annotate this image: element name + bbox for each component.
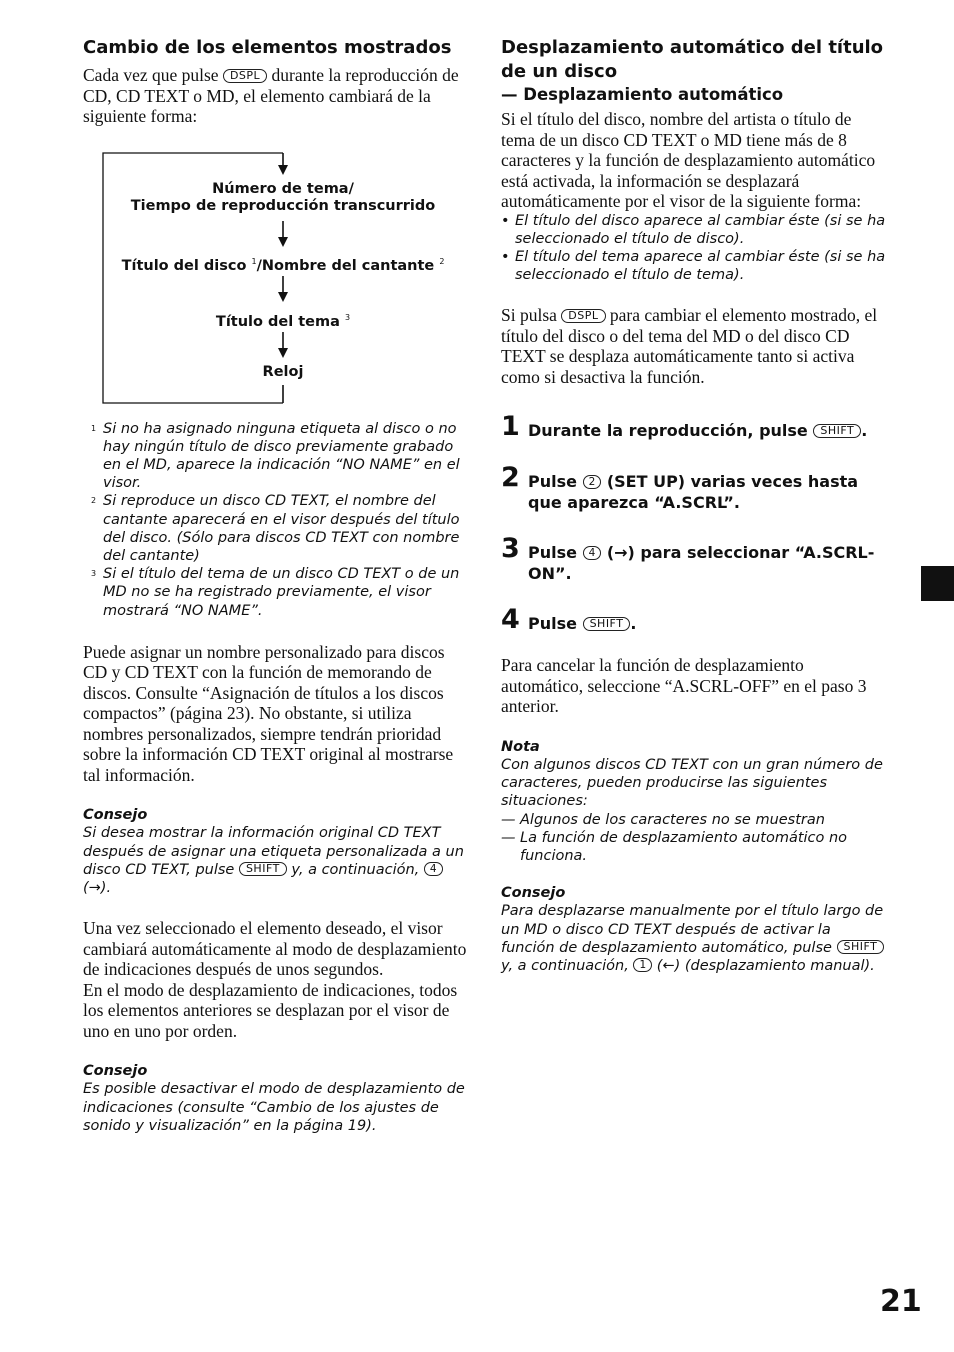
step-4: [501, 604, 886, 636]
shift-key-icon: SHIFT: [583, 617, 631, 631]
shift-key-icon: SHIFT: [837, 940, 885, 954]
section-heading-display-items: Cambio de los elementos mostrados: [83, 37, 452, 58]
button-1-icon: 1: [633, 958, 652, 972]
section-heading-auto-scroll: Desplazamiento automático del título de un disco: [501, 37, 884, 82]
auto-scroll-intro: Si el título del disco, nombre del artista o título de tema de un disco CD TEXT o MD tiene más de 8 caracteres y la función de desplazamiento automático está activada, la información se desplazará automáticamente por el visor de la siguiente forma:: [501, 109, 876, 211]
note-box: [501, 738, 886, 865]
note-heading: Nota: [501, 738, 540, 755]
tip-1-mid: y, a continuación,: [291, 861, 420, 878]
step-number: 4: [501, 604, 520, 636]
note-item: — La función de desplazamiento automático no funciona.: [501, 829, 848, 865]
tip-3-heading: Consejo: [501, 885, 566, 902]
step-text: [528, 542, 886, 584]
dspl-key-icon: DSPL: [561, 309, 605, 323]
button-4-icon: 4: [583, 546, 602, 560]
diagram-item-track: [83, 181, 483, 215]
tip-2-heading: Consejo: [83, 1063, 148, 1080]
dspl-key-icon: DSPL: [223, 69, 267, 83]
step-number: 3: [501, 533, 520, 565]
tip-1-post: (→).: [83, 880, 112, 897]
diagram-artist-text: /Nombre del cantante: [256, 257, 435, 274]
step-4-text: Pulse: [528, 614, 577, 634]
step-number: 1: [501, 411, 520, 443]
footnote-mark: 3: [91, 569, 97, 579]
tip-1-text: [83, 824, 468, 897]
diagram-track-title-text: Título del tema: [215, 313, 340, 330]
step-1-post: .: [861, 421, 868, 441]
tip-1-heading: Consejo: [83, 807, 148, 824]
note-item-text: La función de desplazamiento automático no funciona.: [520, 829, 848, 865]
step-text: [528, 471, 886, 513]
step-2-post: (SET UP) varias veces hasta que aparezca “A.SCRL”.: [528, 472, 859, 513]
intro-paragraph: [83, 65, 468, 127]
diagram-item-track-line2: Tiempo de reproducción transcurrido: [130, 197, 436, 214]
tip-3-pre: Para desplazarse manualmente por el título largo de un MD o disco CD TEXT después de activar la función de desplazamiento automático, pulse: [501, 903, 884, 956]
cancel-paragraph: Para cancelar la función de desplazamiento automático, seleccione “A.SCRL-OFF” en el paso 3 anterior.: [501, 655, 867, 717]
page-number: 21: [880, 1284, 922, 1319]
diagram-item-track-line1: Número de tema/: [212, 180, 354, 197]
shift-key-icon: SHIFT: [813, 424, 861, 438]
tip-box-2: [83, 1062, 468, 1135]
custom-name-paragraph: Puede asignar un nombre personalizado para discos CD y CD TEXT con la función de memorando de discos. Consulte “Asignación de títulos a los discos compactos” (página 23). No obstante, si utiliza nombres personalizados, siempre tendrán prioridad sobre la información CD TEXT original al mostrarse tal información.: [83, 641, 454, 785]
footnote-1: [83, 420, 468, 493]
tip-box-1: [83, 806, 468, 897]
intro-text-post: durante la reproducción de CD, CD TEXT o MD, el elemento cambiará de la siguiente forma:: [83, 65, 459, 126]
footnotes: [83, 420, 468, 620]
footnote-3: [83, 565, 468, 620]
footnote-ref-2: 2: [439, 256, 445, 266]
section-tab-marker: [921, 566, 954, 601]
diagram-item-disc-title: [83, 253, 483, 275]
display-cycle-diagram: [83, 145, 461, 395]
footnote-text: Si no ha asignado ninguna etiqueta al disco o no hay ningún título de disco previamente grabado en el MD, aparece la indicación “NO NAME” en el visor.: [103, 420, 460, 492]
footnote-2: [83, 492, 468, 565]
bullet-text: El título del disco aparece al cambiar éste (si se ha seleccionado el título de disco).: [515, 212, 886, 247]
note-text: Con algunos discos CD TEXT con un gran número de caracteres, pueden producirse las siguientes situaciones:: [501, 757, 883, 810]
note-item: — Algunos de los caracteres no se muestran: [501, 811, 825, 828]
step-4-post: .: [630, 614, 637, 634]
step-3-text: Pulse: [528, 543, 577, 563]
left-column: [83, 36, 468, 1135]
diagram-item-track-title: [83, 309, 483, 331]
dspl-paragraph-pre: Si pulsa: [501, 305, 557, 326]
section-subheading: — Desplazamiento automático: [501, 85, 784, 104]
step-2: [501, 462, 886, 513]
button-4-icon: 4: [424, 862, 443, 876]
right-column: [501, 36, 886, 975]
footnote-ref-3: 3: [344, 312, 351, 322]
diagram-item-clock: Reloj: [262, 363, 304, 380]
step-1-text: Durante la reproducción, pulse: [528, 421, 808, 441]
note-item-text: Algunos de los caracteres no se muestran: [520, 811, 825, 828]
tip-2-text: Es posible desactivar el modo de desplazamiento de indicaciones (consulte “Cambio de los ajustes de sonido y visualización” en la página 19).: [83, 1081, 465, 1134]
scroll-mode-paragraph: En el modo de desplazamiento de indicaciones, todos los elementos anteriores se desplazan por el visor de uno en uno por orden.: [83, 979, 458, 1041]
shift-key-icon: SHIFT: [239, 862, 287, 876]
step-3: [501, 533, 886, 584]
footnote-text: Si el título del tema de un disco CD TEXT o de un MD no se ha registrado previamente, el visor mostrará “NO NAME”.: [103, 566, 460, 619]
tip-box-3: [501, 884, 886, 975]
auto-scroll-paragraph: Una vez seleccionado el elemento deseado, el visor cambiará automáticamente al modo de desplazamiento de indicaciones después de unos segundos.: [83, 918, 467, 980]
step-text: [528, 613, 886, 634]
step-2-text: Pulse: [528, 472, 577, 492]
step-3-post: (→) para seleccionar “A.SCRL-ON”.: [528, 543, 875, 584]
footnote-mark: 2: [91, 496, 97, 506]
footnote-ref-1: 1: [251, 256, 257, 266]
step-1: [501, 411, 886, 443]
footnote-mark: 1: [91, 423, 97, 433]
dspl-paragraph-post: para cambiar el elemento mostrado, el título del disco o del tema del MD o del disco CD TEXT se desplaza automáticamente tanto si activa como si desactiva la función.: [501, 305, 878, 387]
step-text: [528, 420, 886, 441]
tip-3-post: (←) (desplazamiento manual).: [656, 958, 875, 975]
diagram-disc-title-text: Título del disco: [121, 257, 247, 274]
tip-1-pre: Si desea mostrar la información original CD TEXT después de asignar una etiqueta personalizada a un disco CD TEXT, pulse: [83, 825, 464, 878]
bullet-item: • El título del disco aparece al cambiar éste (si se ha seleccionado el título de disco).: [501, 212, 886, 247]
step-number: 2: [501, 462, 520, 494]
dspl-paragraph: [501, 305, 886, 387]
tip-3-text: [501, 902, 886, 975]
button-2-icon: 2: [583, 475, 602, 489]
bullet-item: • El título del tema aparece al cambiar éste (si se ha seleccionado el título de tema).: [501, 248, 886, 284]
intro-text-pre: Cada vez que pulse: [83, 65, 219, 85]
tip-3-mid: y, a continuación,: [501, 958, 629, 975]
bullet-text: El título del tema aparece al cambiar éste (si se ha seleccionado el título de tema).: [515, 248, 886, 284]
footnote-text: Si reproduce un disco CD TEXT, el nombre del cantante aparecerá en el visor después del título del disco. (Sólo para discos CD TEXT con nombre del cantante): [103, 493, 460, 564]
